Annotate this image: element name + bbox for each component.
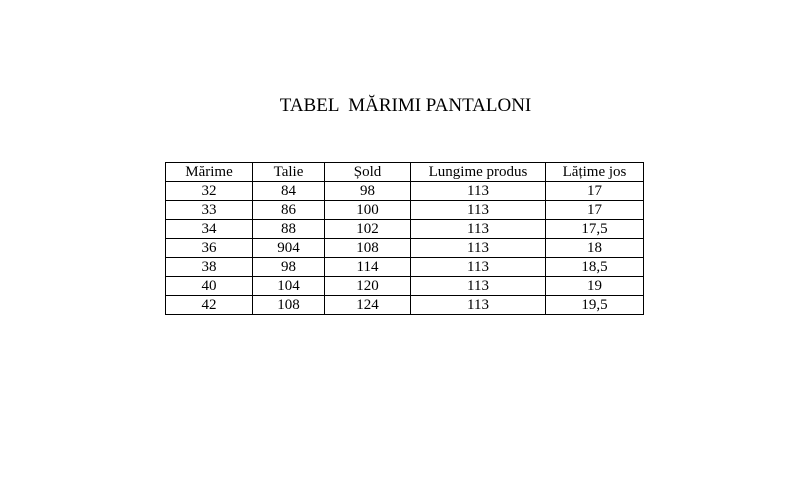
cell-latime-jos: 19	[546, 277, 644, 296]
cell-talie: 88	[253, 220, 325, 239]
cell-marime: 42	[166, 296, 253, 315]
cell-sold: 108	[325, 239, 411, 258]
cell-lungime-produs: 113	[411, 182, 546, 201]
header-latime-jos: Lățime jos	[546, 163, 644, 182]
cell-sold: 102	[325, 220, 411, 239]
cell-marime: 33	[166, 201, 253, 220]
cell-marime: 34	[166, 220, 253, 239]
cell-sold: 100	[325, 201, 411, 220]
cell-lungime-produs: 113	[411, 296, 546, 315]
cell-latime-jos: 19,5	[546, 296, 644, 315]
cell-talie: 86	[253, 201, 325, 220]
cell-talie: 904	[253, 239, 325, 258]
cell-lungime-produs: 113	[411, 277, 546, 296]
header-marime: Mărime	[166, 163, 253, 182]
cell-latime-jos: 17,5	[546, 220, 644, 239]
cell-talie: 98	[253, 258, 325, 277]
cell-lungime-produs: 113	[411, 220, 546, 239]
cell-lungime-produs: 113	[411, 239, 546, 258]
cell-marime: 38	[166, 258, 253, 277]
table-header-row	[166, 163, 644, 182]
header-lungime-produs: Lungime produs	[411, 163, 546, 182]
cell-latime-jos: 18	[546, 239, 644, 258]
cell-sold: 98	[325, 182, 411, 201]
header-sold: Șold	[325, 163, 411, 182]
cell-sold: 124	[325, 296, 411, 315]
header-talie: Talie	[253, 163, 325, 182]
cell-latime-jos: 18,5	[546, 258, 644, 277]
table-row	[166, 296, 644, 315]
cell-talie: 104	[253, 277, 325, 296]
table-row	[166, 201, 644, 220]
cell-lungime-produs: 113	[411, 258, 546, 277]
cell-latime-jos: 17	[546, 201, 644, 220]
cell-lungime-produs: 113	[411, 201, 546, 220]
cell-talie: 108	[253, 296, 325, 315]
cell-latime-jos: 17	[546, 182, 644, 201]
cell-talie: 84	[253, 182, 325, 201]
cell-marime: 40	[166, 277, 253, 296]
cell-sold: 120	[325, 277, 411, 296]
page-title: TABEL MĂRIMI PANTALONI	[279, 95, 532, 116]
cell-marime: 32	[166, 182, 253, 201]
table-row	[166, 220, 644, 239]
table-row	[166, 239, 644, 258]
cell-marime: 36	[166, 239, 253, 258]
cell-sold: 114	[325, 258, 411, 277]
table-row	[166, 182, 644, 201]
table-row	[166, 277, 644, 296]
size-table	[165, 162, 644, 315]
table-row	[166, 258, 644, 277]
